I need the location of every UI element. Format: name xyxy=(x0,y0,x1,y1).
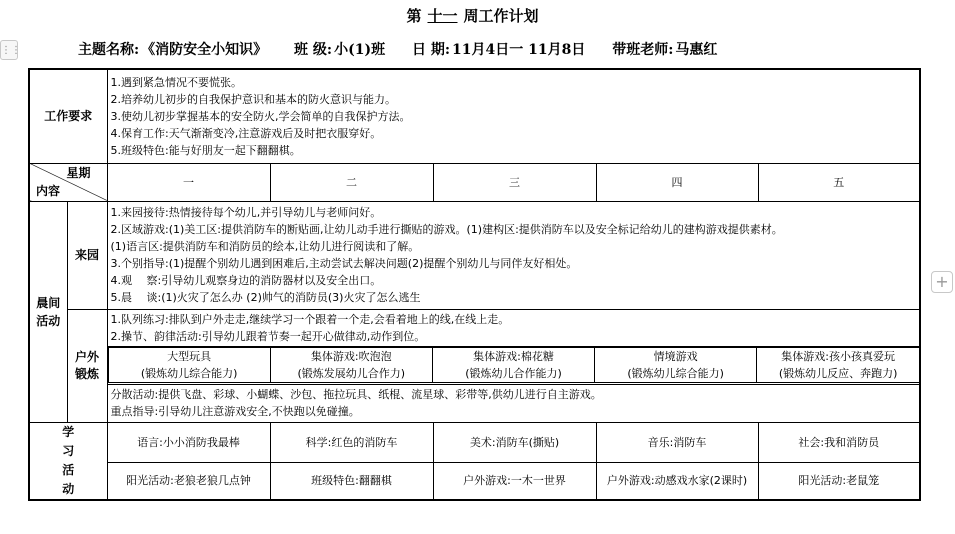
requirement-item: 1.遇到紧急情况不要慌张。 xyxy=(110,75,243,89)
outdoor-notes-cell xyxy=(107,384,920,422)
outdoor-game xyxy=(595,348,757,383)
day-header-mon: 一 xyxy=(107,163,270,201)
requirement-item: 4.保育工作:天气渐渐变冷,注意游戏后及时把衣服穿好。 xyxy=(110,126,382,140)
arrival-label: 来园 xyxy=(67,201,107,309)
game-goal: (锻炼幼儿合作能力) xyxy=(465,367,562,380)
game-name: 集体游戏:吹泡泡 xyxy=(310,350,392,363)
title-suffix: 周工作计划 xyxy=(463,7,539,25)
learning-activity-cell: 音乐:消防车 xyxy=(596,422,758,463)
work-requirements-row xyxy=(29,69,920,163)
days-header-row xyxy=(29,163,920,201)
learning-activity-cell: 户外游戏:一木一世界 xyxy=(433,463,596,500)
weekly-plan-table xyxy=(28,68,921,501)
period-label: 日 期: xyxy=(411,42,451,58)
game-goal: (锻炼幼儿综合能力) xyxy=(627,367,724,380)
class-label: 班 级: xyxy=(294,42,333,58)
learning-label-char: 习 xyxy=(62,443,75,458)
arrival-item: 2.区域游戏:(1)美工区:提供消防车的断贴画,让幼儿动手进行撕贴的游戏。(1)建构区:提供消防车以及安全标记给幼儿的建构游戏提供素材。 xyxy=(110,223,783,236)
outdoor-item: 1.队列练习:排队到户外走走,继续学习一个跟着一个走,会看着地上的线,在线上走。 xyxy=(110,312,510,326)
work-requirements-cell xyxy=(107,69,920,163)
outdoor-drill-cell xyxy=(107,309,920,346)
learning-activity-cell: 社会:我和消防员 xyxy=(758,422,920,463)
game-goal: (锻炼发展幼儿合作力) xyxy=(297,367,406,380)
outdoor-games-row xyxy=(29,346,920,384)
learning-activity-cell: 美术:消防车(撕贴) xyxy=(433,422,596,463)
outdoor-item: 2.操节、韵律活动:引导幼儿跟着节奏一起开心做律动,动作到位。 xyxy=(110,329,426,343)
page-title xyxy=(0,5,945,26)
outdoor-game xyxy=(108,348,270,383)
outdoor-game xyxy=(757,348,919,383)
arrival-row xyxy=(29,201,920,309)
outdoor-game xyxy=(432,348,594,383)
drag-handle-icon[interactable]: ⋮⋮ xyxy=(0,40,18,60)
add-block-icon[interactable]: + xyxy=(931,271,953,293)
diagonal-header-cell xyxy=(29,163,107,201)
arrival-item: 3.个别指导:(1)提醒个别幼儿遇到困难后,主动尝试去解决问题(2)提醒个别幼儿与同伴友好相处。 xyxy=(110,257,578,270)
learning-row-1 xyxy=(29,422,920,463)
learning-activity-cell: 阳光活动:老狼老狼几点钟 xyxy=(107,463,270,500)
game-goal: (锻炼幼儿综合能力) xyxy=(140,367,238,380)
requirement-item: 3.使幼儿初步掌握基本的安全防火,学会简单的自我保护方法。 xyxy=(110,109,411,123)
outdoor-games-table xyxy=(108,347,920,383)
period-value: 11月4日一 11月8日 xyxy=(452,42,586,58)
outdoor-note: 重点指导:引导幼儿注意游戏安全,不快跑以免碰撞。 xyxy=(110,405,360,418)
morning-activity-label xyxy=(29,201,67,422)
outdoor-note: 分散活动:提供飞盘、彩球、小蝴蝶、沙包、拖拉玩具、纸棍、流星球、彩带等,供幼儿进行自主游戏。 xyxy=(110,388,602,401)
learning-activity-cell: 阳光活动:老鼠笼 xyxy=(758,463,920,500)
learning-label-char: 活 xyxy=(62,462,75,477)
learning-activity-cell: 语言:小小消防我最棒 xyxy=(107,422,270,463)
day-header-thu: 四 xyxy=(596,163,758,201)
outdoor-notes-row xyxy=(29,384,920,422)
outdoor-exercise-label xyxy=(67,309,107,422)
outdoor-label-line: 户外 xyxy=(75,349,100,364)
game-name: 情境游戏 xyxy=(653,350,698,363)
learning-activity-cell: 科学:红色的消防车 xyxy=(270,422,433,463)
week-header-label: 星期 xyxy=(66,165,91,180)
outdoor-games-cell xyxy=(107,346,920,384)
arrival-item: (1)语言区:提供消防车和消防员的绘本,让幼儿进行阅读和了解。 xyxy=(110,240,420,253)
theme-label: 主题名称: xyxy=(78,42,140,58)
requirement-item: 5.班级特色:能与好朋友一起下翻翻棋。 xyxy=(110,143,301,157)
game-goal: (锻炼幼儿反应、奔跑力) xyxy=(778,367,898,380)
game-name: 集体游戏:孩小孩真爱玩 xyxy=(781,350,895,363)
theme-value: 《消防安全小知识》 xyxy=(141,42,268,58)
game-name: 集体游戏:棉花糖 xyxy=(473,350,554,363)
arrival-item: 5.晨 谈:(1)火灾了怎么办 (2)帅气的消防员(3)火灾了怎么逃生 xyxy=(110,291,421,304)
outdoor-drill-row xyxy=(29,309,920,346)
day-header-fri: 五 xyxy=(758,163,920,201)
game-name: 大型玩具 xyxy=(167,350,212,363)
learning-activity-label xyxy=(29,422,107,500)
morning-activity-text: 晨间活动 xyxy=(36,295,61,328)
day-header-tue: 二 xyxy=(270,163,433,201)
day-header-wed: 三 xyxy=(433,163,596,201)
learning-activity-cell: 班级特色:翻翻棋 xyxy=(270,463,433,500)
plan-info-line xyxy=(78,39,719,59)
learning-label-char: 动 xyxy=(62,481,75,496)
arrival-item: 4.观 察:引导幼儿观察身边的消防器材以及安全出口。 xyxy=(110,274,382,287)
arrival-cell xyxy=(107,201,920,309)
learning-row-2 xyxy=(29,463,920,500)
work-requirements-label: 工作要求 xyxy=(29,69,107,163)
teacher-label: 带班老师: xyxy=(612,42,674,58)
week-number: 十一 xyxy=(427,7,458,25)
teacher-value: 马惠红 xyxy=(675,42,718,58)
outdoor-label-line: 锻炼 xyxy=(75,366,100,381)
learning-activity-cell: 户外游戏:动感戏水家(2课时) xyxy=(596,463,758,500)
requirement-item: 2.培养幼儿初步的自我保护意识和基本的防火意识与能力。 xyxy=(110,92,397,106)
outdoor-game xyxy=(270,348,432,383)
learning-label-char: 学 xyxy=(62,424,75,439)
title-prefix: 第 xyxy=(406,7,422,25)
content-header-label: 内容 xyxy=(36,183,61,198)
arrival-item: 1.来园接待:热情接待每个幼儿,并引导幼儿与老师问好。 xyxy=(110,206,382,219)
class-value: 小(1)班 xyxy=(334,42,386,58)
